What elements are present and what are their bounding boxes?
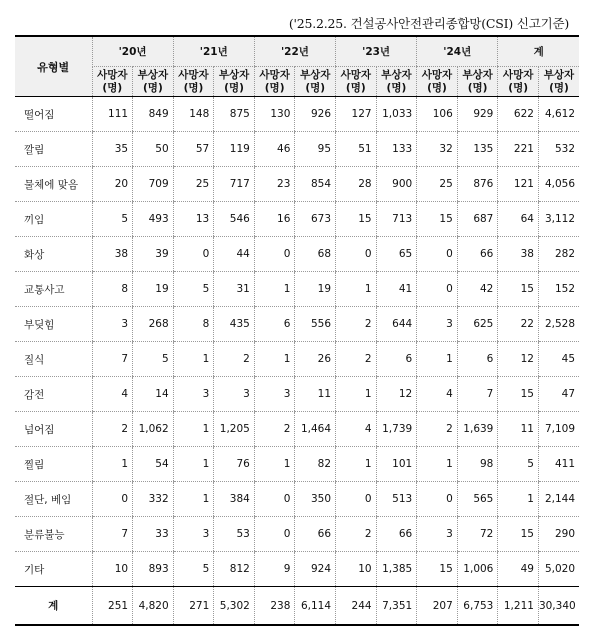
deaths-cell: 15 <box>498 272 539 307</box>
injuries-cell: 19 <box>295 272 336 307</box>
deaths-cell: 2 <box>417 412 458 447</box>
accident-type-cell: 계 <box>15 587 92 626</box>
deaths-cell: 3 <box>173 517 214 552</box>
deaths-cell: 15 <box>498 377 539 412</box>
injuries-cell: 39 <box>133 237 174 272</box>
injuries-cell: 350 <box>295 482 336 517</box>
deaths-cell: 1 <box>173 342 214 377</box>
deaths-cell: 148 <box>173 97 214 132</box>
injuries-cell: 290 <box>538 517 579 552</box>
injuries-cell: 5,302 <box>214 587 255 626</box>
deaths-cell: 4 <box>92 377 133 412</box>
deaths-cell: 0 <box>417 272 458 307</box>
deaths-cell: 244 <box>336 587 377 626</box>
deaths-cell: 32 <box>417 132 458 167</box>
injuries-cell: 1,033 <box>376 97 417 132</box>
deaths-cell: 3 <box>254 377 295 412</box>
injuries-cell: 929 <box>457 97 498 132</box>
injuries-cell: 876 <box>457 167 498 202</box>
year-header: '24년 <box>417 36 498 67</box>
injuries-cell: 30,340 <box>538 587 579 626</box>
table-row <box>15 202 579 237</box>
injuries-cell: 493 <box>133 202 174 237</box>
injuries-cell: 41 <box>376 272 417 307</box>
deaths-cell: 4 <box>336 412 377 447</box>
accident-type-cell: 절단, 베임 <box>15 482 92 517</box>
deaths-cell: 251 <box>92 587 133 626</box>
accident-type-cell: 넘어짐 <box>15 412 92 447</box>
deaths-cell: 622 <box>498 97 539 132</box>
injuries-cell: 1,205 <box>214 412 255 447</box>
accident-type-cell: 물체에 맞음 <box>15 167 92 202</box>
injuries-cell: 119 <box>214 132 255 167</box>
injuries-cell: 135 <box>457 132 498 167</box>
deaths-cell: 3 <box>417 517 458 552</box>
injuries-cell: 1,739 <box>376 412 417 447</box>
deaths-subheader: 사망자 (명) <box>417 67 458 97</box>
deaths-cell: 51 <box>336 132 377 167</box>
accident-type-cell: 분류불능 <box>15 517 92 552</box>
injuries-cell: 7,351 <box>376 587 417 626</box>
deaths-cell: 7 <box>92 517 133 552</box>
injuries-cell: 14 <box>133 377 174 412</box>
deaths-cell: 49 <box>498 552 539 587</box>
injuries-cell: 76 <box>214 447 255 482</box>
deaths-subheader: 사망자 (명) <box>254 67 295 97</box>
deaths-cell: 1 <box>336 377 377 412</box>
deaths-cell: 221 <box>498 132 539 167</box>
injuries-cell: 625 <box>457 307 498 342</box>
deaths-cell: 0 <box>417 237 458 272</box>
deaths-cell: 0 <box>173 237 214 272</box>
injuries-cell: 66 <box>376 517 417 552</box>
deaths-cell: 38 <box>498 237 539 272</box>
injuries-cell: 673 <box>295 202 336 237</box>
deaths-cell: 1 <box>173 447 214 482</box>
accident-type-cell: 질식 <box>15 342 92 377</box>
injuries-cell: 44 <box>214 237 255 272</box>
table-row <box>15 412 579 447</box>
injuries-cell: 546 <box>214 202 255 237</box>
injuries-cell: 82 <box>295 447 336 482</box>
injuries-cell: 1,062 <box>133 412 174 447</box>
accident-type-cell: 떨어짐 <box>15 97 92 132</box>
injuries-cell: 12 <box>376 377 417 412</box>
injuries-cell: 65 <box>376 237 417 272</box>
deaths-cell: 0 <box>254 517 295 552</box>
deaths-cell: 1 <box>254 272 295 307</box>
deaths-cell: 15 <box>417 202 458 237</box>
table-row <box>15 237 579 272</box>
deaths-cell: 1 <box>417 342 458 377</box>
deaths-cell: 207 <box>417 587 458 626</box>
deaths-cell: 2 <box>254 412 295 447</box>
deaths-cell: 9 <box>254 552 295 587</box>
deaths-cell: 1 <box>254 342 295 377</box>
year-header: '21년 <box>173 36 254 67</box>
injuries-cell: 5 <box>133 342 174 377</box>
deaths-cell: 0 <box>417 482 458 517</box>
deaths-cell: 5 <box>173 552 214 587</box>
injuries-subheader: 부상자 (명) <box>376 67 417 97</box>
deaths-cell: 3 <box>173 377 214 412</box>
deaths-cell: 64 <box>498 202 539 237</box>
injuries-cell: 268 <box>133 307 174 342</box>
injuries-cell: 411 <box>538 447 579 482</box>
injuries-cell: 556 <box>295 307 336 342</box>
injuries-cell: 4,820 <box>133 587 174 626</box>
accident-type-cell: 감전 <box>15 377 92 412</box>
deaths-cell: 111 <box>92 97 133 132</box>
deaths-cell: 8 <box>173 307 214 342</box>
injuries-cell: 53 <box>214 517 255 552</box>
deaths-cell: 106 <box>417 97 458 132</box>
injuries-cell: 11 <box>295 377 336 412</box>
deaths-subheader: 사망자 (명) <box>498 67 539 97</box>
deaths-cell: 15 <box>417 552 458 587</box>
injuries-cell: 332 <box>133 482 174 517</box>
table-row <box>15 307 579 342</box>
deaths-cell: 271 <box>173 587 214 626</box>
injuries-cell: 5,020 <box>538 552 579 587</box>
deaths-cell: 2 <box>336 517 377 552</box>
deaths-cell: 5 <box>173 272 214 307</box>
injuries-cell: 849 <box>133 97 174 132</box>
injuries-cell: 4,056 <box>538 167 579 202</box>
deaths-cell: 11 <box>498 412 539 447</box>
injuries-cell: 435 <box>214 307 255 342</box>
deaths-subheader: 사망자 (명) <box>173 67 214 97</box>
table-row <box>15 482 579 517</box>
injuries-cell: 532 <box>538 132 579 167</box>
injuries-cell: 42 <box>457 272 498 307</box>
deaths-cell: 5 <box>92 202 133 237</box>
injuries-cell: 101 <box>376 447 417 482</box>
accident-type-cell: 부딪힘 <box>15 307 92 342</box>
deaths-cell: 25 <box>417 167 458 202</box>
year-header: 계 <box>498 36 579 67</box>
deaths-cell: 0 <box>92 482 133 517</box>
injuries-cell: 6 <box>376 342 417 377</box>
injuries-cell: 133 <box>376 132 417 167</box>
deaths-cell: 1 <box>498 482 539 517</box>
table-row <box>15 167 579 202</box>
injuries-cell: 900 <box>376 167 417 202</box>
deaths-cell: 1 <box>92 447 133 482</box>
accident-type-cell: 끼임 <box>15 202 92 237</box>
deaths-cell: 10 <box>92 552 133 587</box>
deaths-cell: 121 <box>498 167 539 202</box>
year-header: '22년 <box>254 36 335 67</box>
accident-type-cell: 기타 <box>24 563 45 576</box>
injuries-cell: 893 <box>133 552 174 587</box>
table-row <box>15 377 579 412</box>
deaths-cell: 127 <box>336 97 377 132</box>
injuries-cell: 384 <box>214 482 255 517</box>
injuries-cell: 6 <box>457 342 498 377</box>
injuries-cell: 68 <box>295 237 336 272</box>
deaths-cell: 10 <box>336 552 377 587</box>
deaths-subheader: 사망자 (명) <box>92 67 133 97</box>
deaths-cell: 130 <box>254 97 295 132</box>
source-note: ('25.2.25. 건설공사안전관리종합망(CSI) 신고기준) <box>288 16 569 31</box>
injuries-cell: 7,109 <box>538 412 579 447</box>
deaths-cell: 1 <box>173 482 214 517</box>
deaths-cell: 8 <box>92 272 133 307</box>
injuries-cell: 2 <box>214 342 255 377</box>
deaths-cell: 16 <box>254 202 295 237</box>
injuries-subheader: 부상자 (명) <box>457 67 498 97</box>
injuries-cell: 19 <box>133 272 174 307</box>
injuries-subheader: 부상자 (명) <box>538 67 579 97</box>
deaths-cell: 1 <box>336 272 377 307</box>
injuries-cell: 2,528 <box>538 307 579 342</box>
injuries-cell: 45 <box>538 342 579 377</box>
injuries-cell: 152 <box>538 272 579 307</box>
deaths-cell: 0 <box>254 237 295 272</box>
accident-type-cell: 깔림 <box>15 132 92 167</box>
injuries-cell: 513 <box>376 482 417 517</box>
injuries-cell: 687 <box>457 202 498 237</box>
deaths-cell: 35 <box>92 132 133 167</box>
injuries-cell: 1,639 <box>457 412 498 447</box>
deaths-cell: 12 <box>498 342 539 377</box>
table-row <box>15 342 579 377</box>
deaths-cell: 2 <box>336 342 377 377</box>
deaths-cell: 6 <box>254 307 295 342</box>
injuries-cell: 565 <box>457 482 498 517</box>
deaths-cell: 1 <box>254 447 295 482</box>
table-header <box>15 36 579 97</box>
deaths-cell: 15 <box>498 517 539 552</box>
injuries-cell: 7 <box>457 377 498 412</box>
injuries-cell: 50 <box>133 132 174 167</box>
year-header: '23년 <box>336 36 417 67</box>
deaths-cell: 46 <box>254 132 295 167</box>
deaths-cell: 5 <box>498 447 539 482</box>
injuries-cell: 26 <box>295 342 336 377</box>
injuries-cell: 95 <box>295 132 336 167</box>
table-row <box>15 517 579 552</box>
injuries-cell: 713 <box>376 202 417 237</box>
deaths-cell: 2 <box>92 412 133 447</box>
injuries-cell: 717 <box>214 167 255 202</box>
injuries-cell: 875 <box>214 97 255 132</box>
injuries-cell: 709 <box>133 167 174 202</box>
deaths-cell: 20 <box>92 167 133 202</box>
injuries-cell: 66 <box>457 237 498 272</box>
injuries-cell: 54 <box>133 447 174 482</box>
injuries-cell: 854 <box>295 167 336 202</box>
deaths-cell: 1 <box>173 412 214 447</box>
deaths-cell: 3 <box>92 307 133 342</box>
injuries-cell: 282 <box>538 237 579 272</box>
injuries-cell: 6,753 <box>457 587 498 626</box>
deaths-cell: 1 <box>336 447 377 482</box>
deaths-cell: 15 <box>336 202 377 237</box>
deaths-cell: 13 <box>173 202 214 237</box>
injuries-cell: 98 <box>457 447 498 482</box>
accident-type-cell: 찔림 <box>15 447 92 482</box>
injuries-cell: 33 <box>133 517 174 552</box>
deaths-cell: 238 <box>254 587 295 626</box>
injuries-cell: 3,112 <box>538 202 579 237</box>
type-header: 유형별 <box>15 36 92 97</box>
accident-table <box>15 35 579 626</box>
table-row <box>15 97 579 132</box>
accident-type-cell: 교통사고 <box>15 272 92 307</box>
deaths-cell: 28 <box>336 167 377 202</box>
injuries-cell: 31 <box>214 272 255 307</box>
injuries-cell: 2,144 <box>538 482 579 517</box>
deaths-cell: 38 <box>92 237 133 272</box>
deaths-cell: 0 <box>254 482 295 517</box>
deaths-cell: 0 <box>336 237 377 272</box>
table-row <box>15 447 579 482</box>
deaths-cell: 22 <box>498 307 539 342</box>
injuries-cell: 4,612 <box>538 97 579 132</box>
table-body <box>15 97 579 626</box>
injuries-cell: 72 <box>457 517 498 552</box>
injuries-cell: 924 <box>295 552 336 587</box>
injuries-cell: 644 <box>376 307 417 342</box>
deaths-cell: 0 <box>336 482 377 517</box>
deaths-cell: 1,211 <box>498 587 539 626</box>
deaths-cell: 57 <box>173 132 214 167</box>
deaths-subheader: 사망자 (명) <box>336 67 377 97</box>
injuries-cell: 66 <box>295 517 336 552</box>
deaths-cell: 23 <box>254 167 295 202</box>
injuries-cell: 1,464 <box>295 412 336 447</box>
injuries-cell: 47 <box>538 377 579 412</box>
accident-type-cell: 화상 <box>15 237 92 272</box>
injuries-cell: 812 <box>214 552 255 587</box>
year-header: '20년 <box>92 36 173 67</box>
injuries-subheader: 부상자 (명) <box>214 67 255 97</box>
injuries-cell: 3 <box>214 377 255 412</box>
injuries-cell: 926 <box>295 97 336 132</box>
table-row <box>15 132 579 167</box>
deaths-cell: 25 <box>173 167 214 202</box>
deaths-cell: 2 <box>336 307 377 342</box>
deaths-cell: 1 <box>417 447 458 482</box>
injuries-subheader: 부상자 (명) <box>133 67 174 97</box>
deaths-cell: 4 <box>417 377 458 412</box>
table-row <box>15 272 579 307</box>
injuries-cell: 1,385 <box>376 552 417 587</box>
injuries-cell: 6,114 <box>295 587 336 626</box>
table-row <box>15 552 579 587</box>
injuries-cell: 1,006 <box>457 552 498 587</box>
injuries-subheader: 부상자 (명) <box>295 67 336 97</box>
deaths-cell: 7 <box>92 342 133 377</box>
deaths-cell: 3 <box>417 307 458 342</box>
